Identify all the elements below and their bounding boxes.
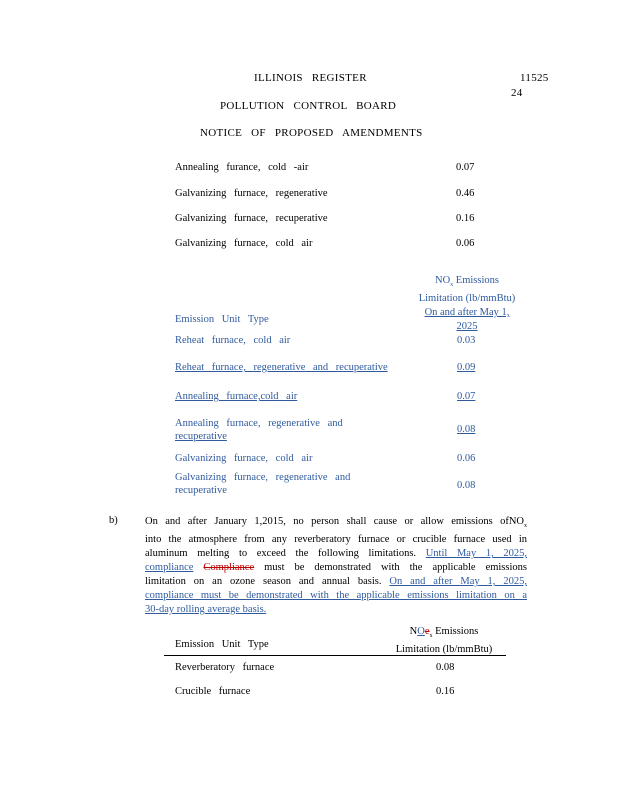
table-row-label: Galvanizing furnace, regenerative and <box>175 472 351 483</box>
table2-col1-header: Emission Unit Type <box>175 314 269 325</box>
table-row-value: 0.08 <box>457 424 476 435</box>
table-row-label: Reheat furnace, cold air <box>175 335 291 346</box>
table-row-label: Crucible furnace <box>175 686 251 697</box>
table-row-label: Annealing furance, cold -air <box>175 162 309 173</box>
table-row-value: 0.06 <box>456 238 475 249</box>
table3-col2-header: NOe$_x$ Emissions Limitation (lb/mmBtu) <box>395 626 493 656</box>
agency-name: POLLUTION CONTROL BOARD <box>220 100 397 112</box>
section-marker: b) <box>109 515 118 526</box>
table3-col1-header: Emission Unit Type <box>175 639 269 650</box>
table-row-value: 0.09 <box>457 362 476 373</box>
section-b-paragraph: On and after January 1,2015, no person shall cause or allow emissions ofNO$_x$ into the atmosphere from any reverberatory furnace or crucible furnace used in aluminum melting to exceed the following limitations. Until May 1, 2025, compliance Compliance must be demonstrated with the applicable emissions limitation on an ozone season and annual basis. On and after May 1, 2025, compliance must be demonstrated with the applicable emissions limitation on a 30-day rolling average basis. <box>145 516 527 616</box>
table-row-label: Galvanizing furnace, cold air <box>175 238 313 249</box>
page-sub-number: 24 <box>511 87 523 99</box>
table-row-label: Galvanizing furnace, regenerative <box>175 188 328 199</box>
page-number: 11525 <box>520 72 549 84</box>
table-row-label: Reheat furnace, regenerative and recuperative <box>175 362 388 373</box>
table-row-label: Annealing furnace, regenerative and <box>175 418 343 429</box>
table-row-value: 0.08 <box>457 480 476 491</box>
table-header-rule <box>164 655 506 656</box>
table2-col2-header: $NO_x$ Emissions Limitation (lb/mmBtu) On and after May 1, 2025 <box>418 275 516 333</box>
table-row-label: Galvanizing furnace, recuperative <box>175 213 328 224</box>
register-title: ILLINOIS REGISTER <box>254 72 367 84</box>
table-row-label: Reverberatory furnace <box>175 662 275 673</box>
notice-title: NOTICE OF PROPOSED AMENDMENTS <box>200 127 423 139</box>
table-row-label: Galvanizing furnace, cold air <box>175 453 313 464</box>
table-row-value: 0.07 <box>456 162 475 173</box>
table-row-value: 0.16 <box>456 213 475 224</box>
table-row-label-cont: recuperative <box>175 485 227 496</box>
table-row-label: Annealing furnace,cold air <box>175 391 298 402</box>
table-row-value: 0.07 <box>457 391 476 402</box>
table-row-value: 0.46 <box>456 188 475 199</box>
table-row-label-cont: recuperative <box>175 431 227 442</box>
table-row-value: 0.03 <box>457 335 476 346</box>
table-row-value: 0.08 <box>436 662 455 673</box>
table-row-value: 0.06 <box>457 453 476 464</box>
table-row-value: 0.16 <box>436 686 455 697</box>
